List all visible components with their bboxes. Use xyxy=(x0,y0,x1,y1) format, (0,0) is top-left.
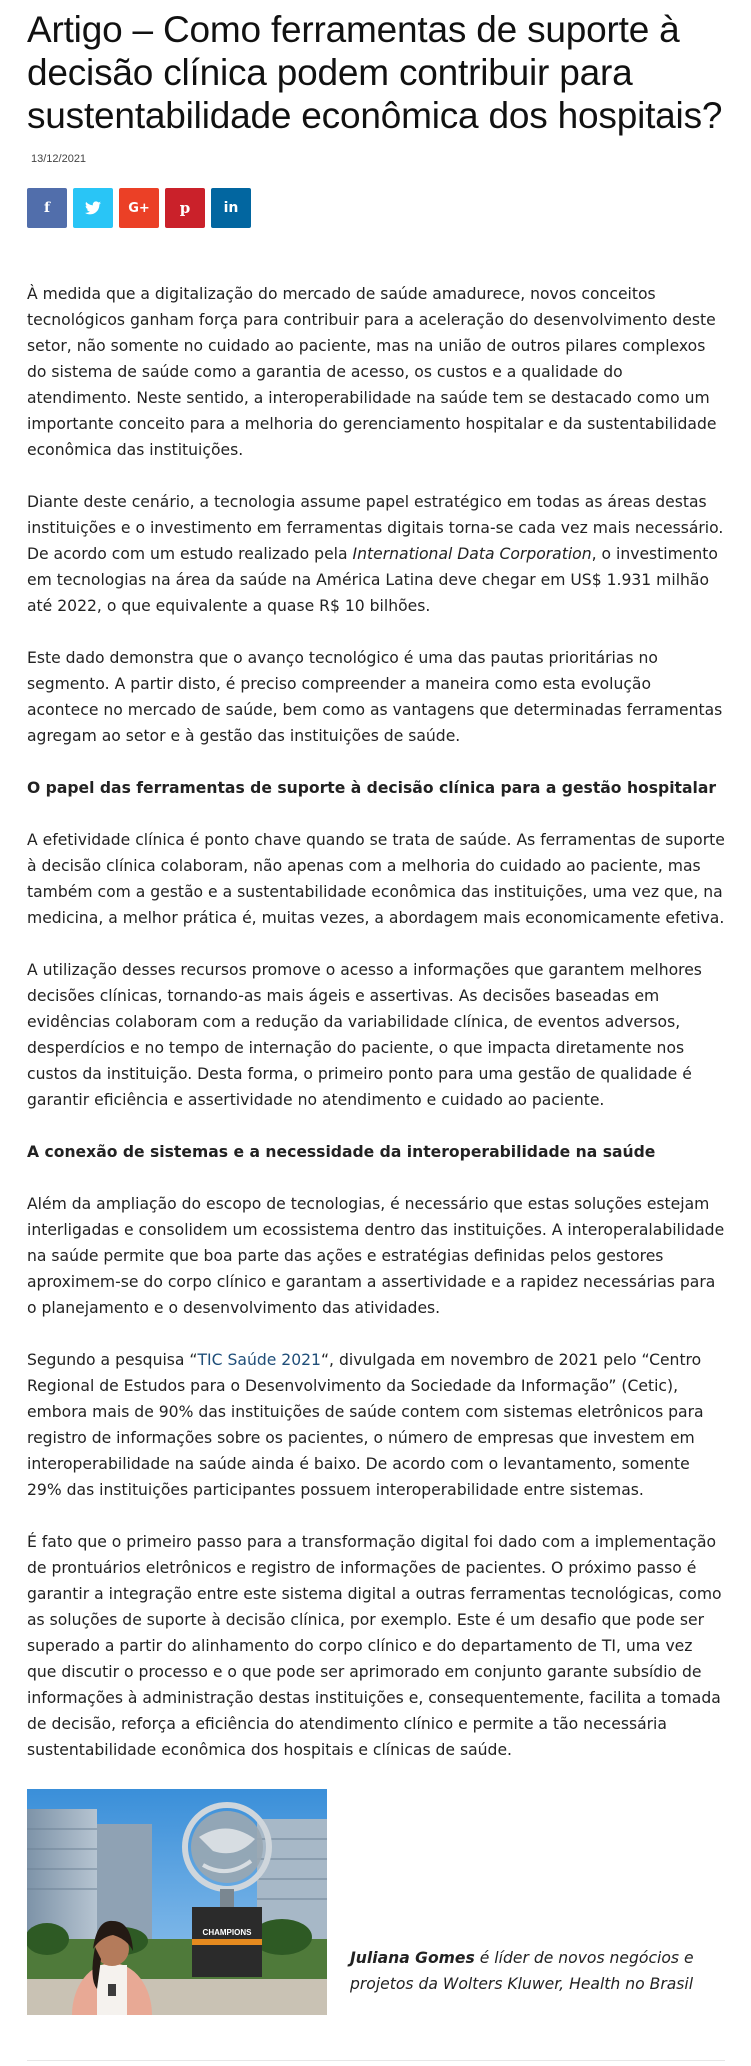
share-bar xyxy=(27,188,725,228)
author-name: Juliana Gomes xyxy=(350,1949,475,1967)
paragraph-text: “, divulgada em novembro de 2021 pelo “Centro Regional de Estudos para o Desenvolvimento da Sociedade da Informação” (Cetic), embora mais de 90% das instituições de saúde contem com sistemas eletrônicos para registro de informações sobre os pacientes, o número de empresas que investem em interoperabilidade na saúde ainda é baixo. De acordo com o levantamento, somente 29% das instituições participantes possuem interoperabilidade entre sistemas. xyxy=(27,1351,704,1499)
section-heading: A conexão de sistemas e a necessidade da interoperabilidade na saúde xyxy=(27,1143,656,1161)
author-photo xyxy=(27,1789,327,2015)
divider xyxy=(27,2060,725,2061)
paragraph: Este dado demonstra que o avanço tecnológico é uma das pautas prioritárias no segmento. A partir disto, é preciso compreender a maneira como esta evolução acontece no mercado de saúde, bem como as vantagens que determinadas ferramentas agregam ao setor e à gestão das instituições de saúde. xyxy=(27,649,723,745)
author-figure xyxy=(27,1789,725,2015)
paragraph-text: , o investimento em tecnologias na área da saúde na América Latina deve chegar em US$ 1.931 milhão até 2022, o que equivalente a quase R$ 10 bilhões. xyxy=(27,545,718,615)
pinterest-share-button[interactable] xyxy=(165,188,205,228)
paragraph-text: Segundo a pesquisa “ xyxy=(27,1351,198,1369)
photo-banner-text: CHAMPIONS xyxy=(202,1928,252,1937)
pinterest-icon: p xyxy=(179,199,191,217)
paragraph: A efetividade clínica é ponto chave quando se trata de saúde. As ferramentas de suporte à decisão clínica colaboram, não apenas com a melhoria do cuidado ao paciente, mas também com a gestão e a sustentabilidade econômica das instituições, uma vez que, na medicina, a melhor prática é, muitas vezes, a abordagem mais economicamente efetiva. xyxy=(27,831,725,927)
twitter-share-button[interactable] xyxy=(73,188,113,228)
author-caption xyxy=(350,1945,725,1997)
paragraph: A utilização desses recursos promove o acesso a informações que garantem melhores decisões clínicas, tornando-as mais ágeis e assertivas. As decisões baseadas em evidências colaboram com a redução da variabilidade clínica, de eventos adversos, desperdícios e no tempo de internação do paciente, o que impacta diretamente nos custos da instituição. Desta forma, o primeiro ponto para uma gestão de qualidade é garantir eficiência e assertividade no atendimento e cuidado ao paciente. xyxy=(27,961,702,1109)
article xyxy=(27,0,725,2015)
googleplus-icon: G+ xyxy=(128,200,150,216)
tic-saude-link[interactable]: TIC Saúde 2021 xyxy=(197,1351,321,1369)
googleplus-share-button[interactable] xyxy=(119,188,159,228)
author-photo-image xyxy=(27,1789,327,2015)
paragraph: Além da ampliação do escopo de tecnologias, é necessário que estas soluções estejam interligadas e consolidem um ecossistema dentro das instituições. A interoperalabilidade na saúde permite que boa parte das ações e estratégias definidas pelos gestores aproximem-se do corpo clínico e garantam a assertividade e a rapidez necessárias para o planejamento e o desenvolvimento das atividades. xyxy=(27,1195,725,1317)
idc-name: International Data Corporation xyxy=(352,545,592,563)
paragraph xyxy=(27,489,725,619)
paragraph: À medida que a digitalização do mercado de saúde amadurece, novos conceitos tecnológicos ganham força para contribuir para a aceleração do desenvolvimento deste setor, não somente no cuidado ao paciente, mas na união de outros pilares complexos do sistema de saúde como a garantia de acesso, os custos e a qualidade do atendimento. Neste sentido, a interoperabilidade na saúde tem se destacado como um importante conceito para a melhoria do gerenciamento hospitalar e da sustentabilidade econômica das instituições. xyxy=(27,285,717,459)
article-title: Artigo – Como ferramentas de suporte à decisão clínica podem contribuir para sustentabilidade econômica dos hospitais? xyxy=(27,9,723,136)
twitter-icon xyxy=(85,201,101,215)
paragraph-text: Diante deste cenário, a tecnologia assume papel estratégico em todas as áreas destas instituições e o investimento em ferramentas digitais torna-se cada vez mais necessário. De acordo com um estudo realizado pela xyxy=(27,493,724,563)
facebook-icon: f xyxy=(43,200,51,216)
section-heading: O papel das ferramentas de suporte à decisão clínica para a gestão hospitalar xyxy=(27,779,717,797)
linkedin-icon: in xyxy=(223,200,239,216)
linkedin-share-button[interactable] xyxy=(211,188,251,228)
article-body xyxy=(27,281,725,2015)
paragraph: É fato que o primeiro passo para a transformação digital foi dado com a implementação de prontuários eletrônicos e registro de informações de pacientes. O próximo passo é garantir a integração entre este sistema digital a outras ferramentas tecnológicas, como as soluções de suporte à decisão clínica, por exemplo. Este é um desafio que pode ser superado a partir do alinhamento do corpo clínico e do departamento de TI, uma vez que discutir o processo e o que pode ser aprimorado em conjunto garante subsídio de informações à administração destas instituições e, consequentemente, facilita a tomada de decisão, reforça a eficiência do atendimento clínico e permite a tão necessária sustentabilidade econômica dos hospitais e clínicas de saúde. xyxy=(27,1533,722,1759)
article-date: 13/12/2021 xyxy=(31,153,87,165)
paragraph xyxy=(27,1347,725,1503)
facebook-share-button[interactable] xyxy=(27,188,67,228)
author-bio: é líder de novos negócios e projetos da Wolters Kluwer, Health no Brasil xyxy=(350,1949,694,1993)
